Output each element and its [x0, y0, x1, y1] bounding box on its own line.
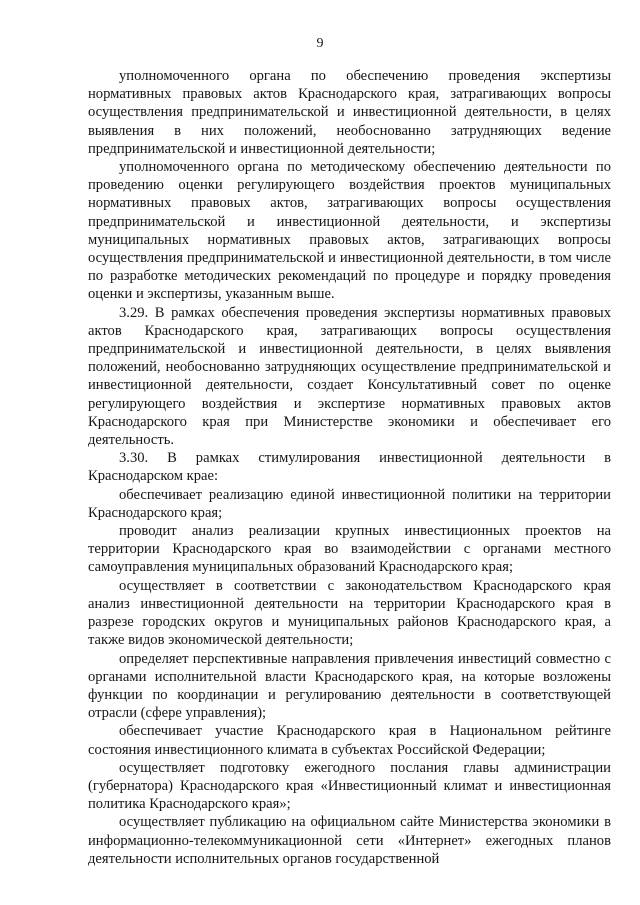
- page-number: 9: [316, 36, 324, 51]
- paragraph: проводит анализ реализации крупных инвестиционных проектов на территории Краснодарского края во взаимодействии с органами местного самоуправления муниципальных образований Краснодарского края;: [88, 523, 611, 576]
- paragraph: обеспечивает реализацию единой инвестиционной политики на территории Краснодарского края;: [88, 486, 611, 521]
- paragraph: осуществляет подготовку ежегодного послания главы администрации (губернатора) Краснодарского края «Инвестиционный климат и инвестиционная политика Краснодарского края»;: [88, 759, 611, 813]
- paragraph: определяет перспективные направления привлечения инвестиций совместно с органами исполнительной власти Краснодарского края, на которые возложены функции по координации и регулированию деятельности в соответствующей отрасли (сфере управления);: [88, 650, 611, 722]
- paragraph: обеспечивает участие Краснодарского края в Национальном рейтинге состояния инвестиционного климата в субъектах Российской Федерации;: [88, 723, 611, 758]
- paragraph: 3.30. В рамках стимулирования инвестиционной деятельности в Краснодарском крае:: [88, 450, 611, 485]
- paragraph: уполномоченного органа по методическому обеспечению деятельности по проведению оценки регулирующего воздействия проектов муниципальных нормативных правовых актов, затрагивающих вопросы осуществления предпринимательской и инвестиционной деятельности, и экспертизы муниципальных нормативных правовых актов, затрагивающих вопросы осуществления предпринимательской и инвестиционной деятельности, в том числе по разработке методических рекомендаций по процедуре и порядку проведения оценки и экспертизы, указанным выше.: [88, 159, 611, 303]
- paragraph: осуществляет в соответствии с законодательством Краснодарского края анализ инвестиционной деятельности на территории Краснодарского края в разрезе городских округов и муниципальных районов Краснодарского края, а также видов экономической деятельности;: [88, 577, 611, 649]
- paragraph: 3.29. В рамках обеспечения проведения экспертизы нормативных правовых актов Краснодарского края, затрагивающих вопросы осуществления предпринимательской и инвестиционной деятельности, в целях выявления положений, необоснованно затрудняющих осуществление предпринимательской и инвестиционной деятельности, создает Консультативный совет по оценке регулирующего воздействия и экспертизе нормативных правовых актов Краснодарского края при Министерстве экономики и обеспечивает его деятельность.: [88, 304, 611, 449]
- document-body: [88, 67, 611, 868]
- paragraph: осуществляет публикацию на официальном сайте Министерства экономики в информационно-телекоммуникационной сети «Интернет» ежегодных планов деятельности исполнительных органов государственной: [88, 814, 611, 867]
- paragraph: уполномоченного органа по обеспечению проведения экспертизы нормативных правовых актов Краснодарского края, затрагивающих вопросы осуществления предпринимательской и инвестиционной деятельности, в целях выявления в них положений, необоснованно затрудняющих ведение предпринимательской и инвестиционной деятельности;: [88, 68, 611, 157]
